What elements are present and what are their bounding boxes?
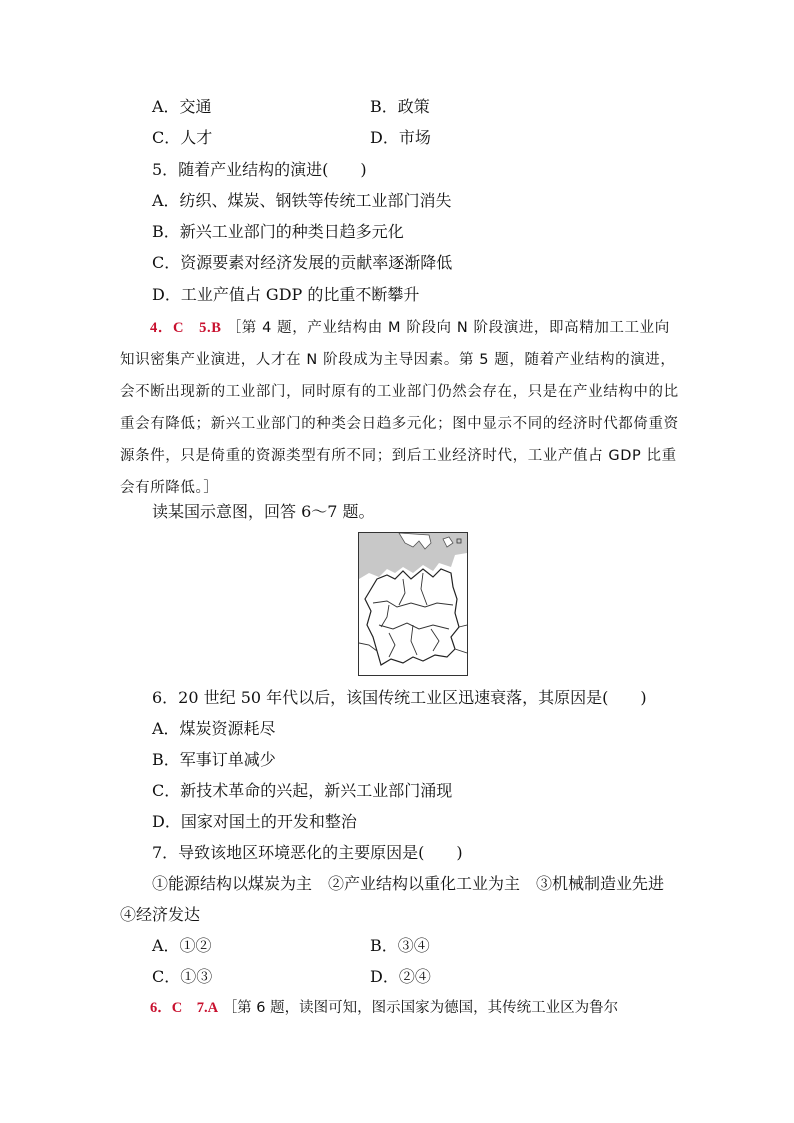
- q7-option-c: C．①③: [152, 967, 213, 986]
- q6-option-d: D．国家对国土的开发和整治: [152, 812, 357, 831]
- q5-option-b: B．新兴工业部门的种类日趋多元化: [152, 222, 404, 241]
- q5-option-c: C．资源要素对经济发展的贡献率逐渐降低: [152, 253, 453, 272]
- answer-6-7-key: 6．C 7.A: [150, 1000, 219, 1016]
- q4-option-b: B．政策: [370, 97, 430, 116]
- q4-option-d: D．市场: [370, 128, 431, 147]
- q6-option-a: A．煤炭资源耗尽: [152, 719, 276, 738]
- q5-stem: 5．随着产业结构的演进( ): [152, 160, 367, 179]
- answer-6-7: [150, 997, 618, 1019]
- answer-4-5-key: 4．C 5.B: [150, 320, 222, 336]
- germany-map: [358, 532, 468, 676]
- answer-4-5-text: ［第 4 题，产业结构由 M 阶段向 N 阶段演进，即高精加工工业向知识密集产业演进，人才在 N 阶段成为主导因素。第 5 题，随着产业结构的演进，会不断出现新的工业部门，同时原有的工业部门仍然会存在，只是在产业结构中的比重会有降低；新兴工业部门的种类会日趋多元化；图中显示不同的经济时代都倚重资源条件，只是倚重的资源类型有所不同；到后工业经济时代，工业产值占 GDP 比重会有所降低。］: [120, 320, 679, 496]
- germany-outline-map-icon: [359, 533, 467, 675]
- read-prompt: 读某国示意图，回答 6～7 题。: [152, 502, 375, 521]
- q4-option-a: A．交通: [152, 97, 212, 116]
- q6-option-b: B．军事订单减少: [152, 750, 276, 769]
- q5-option-a: A．纺织、煤炭、钢铁等传统工业部门消失: [152, 191, 452, 210]
- q7-option-b: B．③④: [370, 936, 430, 955]
- q6-stem: 6．20 世纪 50 年代以后，该国传统工业区迅速衰落，其原因是( ): [152, 688, 647, 707]
- answer-6-7-text: ［第 6 题，读图可知，图示国家为德国，其传统工业区为鲁尔: [222, 1000, 619, 1016]
- q4-option-c: C．人才: [152, 128, 213, 147]
- q5-option-d: D．工业产值占 GDP 的比重不断攀升: [152, 285, 420, 304]
- q6-option-c: C．新技术革命的兴起，新兴工业部门涌现: [152, 781, 453, 800]
- q7-items-line1: ①能源结构以煤炭为主 ②产业结构以重化工业为主 ③机械制造业先进: [152, 874, 665, 893]
- q7-option-d: D．②④: [370, 967, 431, 986]
- q7-option-a: A．①②: [152, 936, 212, 955]
- answer-4-5: [120, 312, 680, 504]
- q7-stem: 7．导致该地区环境恶化的主要原因是( ): [152, 843, 463, 862]
- q7-items-line2: ④经济发达: [120, 905, 201, 924]
